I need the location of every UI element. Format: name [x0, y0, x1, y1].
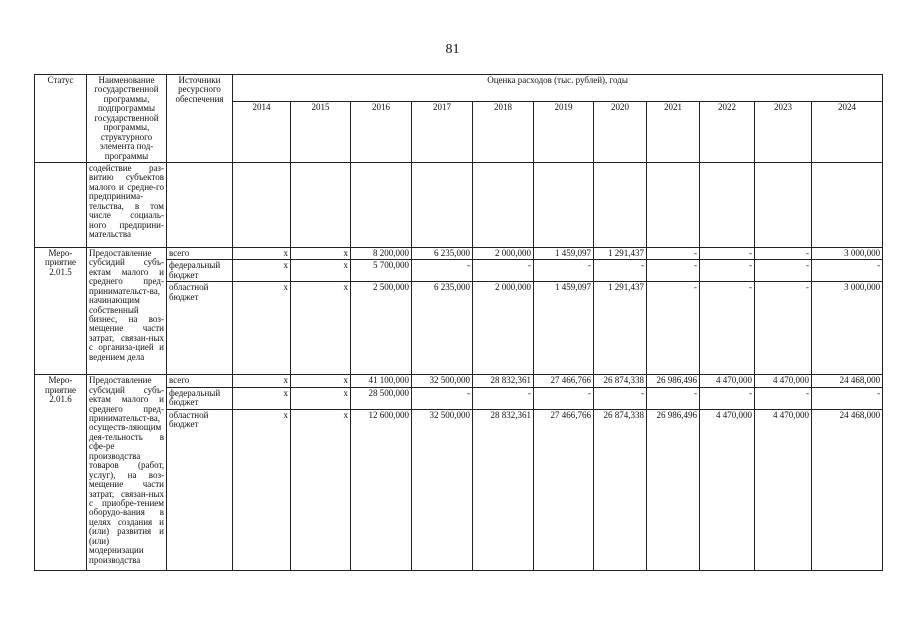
source-cell: федеральный бюджет [167, 387, 233, 409]
value-cell: - [534, 387, 594, 409]
value-cell: - [534, 260, 594, 282]
sources-header: Источники ресурсного обеспечения [167, 75, 233, 163]
measure-name-cell: Предоставление субсидий субъ-ектам малого и среднего пред-принимательст-ва, осуществ-ляющим дея-тельность в сфе-ре производства товаров (работ, услуг), на воз-мещение части затрат, связан-ных с приобре-тением оборудо-вания в целях создания и (или) развития и (или) модернизации производства [87, 375, 167, 570]
year-header: 2015 [291, 101, 351, 162]
value-cell: x [233, 409, 291, 570]
page-number: 81 [445, 42, 460, 57]
value-cell: - [647, 282, 700, 375]
value-cell: x [291, 260, 351, 282]
value-cell [351, 162, 412, 247]
value-cell [594, 162, 647, 247]
value-cell: 5 700,000 [351, 260, 412, 282]
value-cell: 28 500,000 [351, 387, 412, 409]
year-header: 2016 [351, 101, 412, 162]
year-header: 2019 [534, 101, 594, 162]
source-cell: областной бюджет [167, 282, 233, 375]
value-cell: 27 466,766 [534, 375, 594, 387]
estimate-header: Оценка расходов (тыс. рублей), годы [233, 75, 883, 102]
value-cell: - [755, 247, 812, 259]
value-cell: 6 235,000 [412, 282, 473, 375]
source-cell: федеральный бюджет [167, 260, 233, 282]
source-cell: областной бюджет [167, 409, 233, 570]
value-cell: 1 291,437 [594, 247, 647, 259]
value-cell: x [233, 375, 291, 387]
value-cell: 2 000,000 [473, 282, 534, 375]
value-cell: - [755, 260, 812, 282]
value-cell: - [700, 260, 755, 282]
value-cell: x [291, 387, 351, 409]
value-cell: - [812, 387, 883, 409]
value-cell: - [755, 387, 812, 409]
value-cell: - [700, 247, 755, 259]
value-cell: 3 000,000 [812, 282, 883, 375]
value-cell: 2 500,000 [351, 282, 412, 375]
value-cell: x [291, 375, 351, 387]
value-cell: 1 459,097 [534, 247, 594, 259]
value-cell: - [594, 260, 647, 282]
value-cell [412, 162, 473, 247]
value-cell: 1 459,097 [534, 282, 594, 375]
value-cell: 26 874,338 [594, 375, 647, 387]
value-cell: 32 500,000 [412, 375, 473, 387]
value-cell: x [233, 260, 291, 282]
value-cell: x [291, 247, 351, 259]
value-cell: - [473, 387, 534, 409]
value-cell: x [233, 247, 291, 259]
value-cell: 27 466,766 [534, 409, 594, 570]
value-cell: 26 874,338 [594, 409, 647, 570]
value-cell: 2 000,000 [473, 247, 534, 259]
value-cell: - [812, 260, 883, 282]
value-cell [812, 162, 883, 247]
year-header: 2020 [594, 101, 647, 162]
value-cell: - [412, 260, 473, 282]
value-cell: - [647, 260, 700, 282]
year-header: 2022 [700, 101, 755, 162]
value-cell [534, 162, 594, 247]
value-cell: - [412, 387, 473, 409]
value-cell: 26 986,496 [647, 375, 700, 387]
value-cell: 32 500,000 [412, 409, 473, 570]
value-cell [647, 162, 700, 247]
value-cell: 8 200,000 [351, 247, 412, 259]
source-cell: всего [167, 247, 233, 259]
value-cell: 4 470,000 [700, 409, 755, 570]
value-cell: 28 832,361 [473, 409, 534, 570]
source-cell [167, 162, 233, 247]
name-header: Наименование государственной программы, подпрограммы государственной программы, структурного элемента под-программы [87, 75, 167, 163]
year-header: 2018 [473, 101, 534, 162]
value-cell [233, 162, 291, 247]
value-cell: x [291, 409, 351, 570]
value-cell [755, 162, 812, 247]
value-cell: 41 100,000 [351, 375, 412, 387]
year-header: 2017 [412, 101, 473, 162]
value-cell: 1 291,437 [594, 282, 647, 375]
value-cell: - [755, 282, 812, 375]
table-row [35, 247, 883, 259]
year-header: 2014 [233, 101, 291, 162]
value-cell: - [473, 260, 534, 282]
value-cell: 3 000,000 [812, 247, 883, 259]
table-row [35, 375, 883, 387]
year-header: 2024 [812, 101, 883, 162]
year-header: 2023 [755, 101, 812, 162]
value-cell: x [291, 282, 351, 375]
source-cell: всего [167, 375, 233, 387]
value-cell: x [233, 282, 291, 375]
value-cell: 24 468,000 [812, 375, 883, 387]
value-cell: - [647, 247, 700, 259]
value-cell: 4 470,000 [700, 375, 755, 387]
value-cell: 12 600,000 [351, 409, 412, 570]
budget-table [34, 74, 883, 571]
year-header: 2021 [647, 101, 700, 162]
value-cell: 6 235,000 [412, 247, 473, 259]
status-header: Статус [35, 75, 87, 163]
value-cell: 24 468,000 [812, 409, 883, 570]
value-cell [291, 162, 351, 247]
program-name-cell: содействие раз-витию субъектов малого и средне-го предпринима-тельства, в том числе социаль-ного предприни-мательства [87, 162, 167, 247]
measure-name-cell: Предоставление субсидий субъ-ектам малого и среднего пред-принимательст-ва, начинающим собственный бизнес, на воз-мещение части затрат, связан-ных с организа-цией и ведением дела [87, 247, 167, 374]
value-cell: - [594, 387, 647, 409]
value-cell: - [647, 387, 700, 409]
measure-status-cell: Меро-приятие 2.01.6 [35, 375, 87, 570]
value-cell: 28 832,361 [473, 375, 534, 387]
value-cell: 26 986,496 [647, 409, 700, 570]
measure-status-cell: Меро-приятие 2.01.5 [35, 247, 87, 374]
value-cell: 4 470,000 [755, 409, 812, 570]
value-cell [473, 162, 534, 247]
value-cell: - [700, 282, 755, 375]
value-cell: 4 470,000 [755, 375, 812, 387]
table-row [35, 162, 883, 247]
value-cell: - [700, 387, 755, 409]
value-cell [700, 162, 755, 247]
value-cell: x [233, 387, 291, 409]
status-cell [35, 162, 87, 247]
